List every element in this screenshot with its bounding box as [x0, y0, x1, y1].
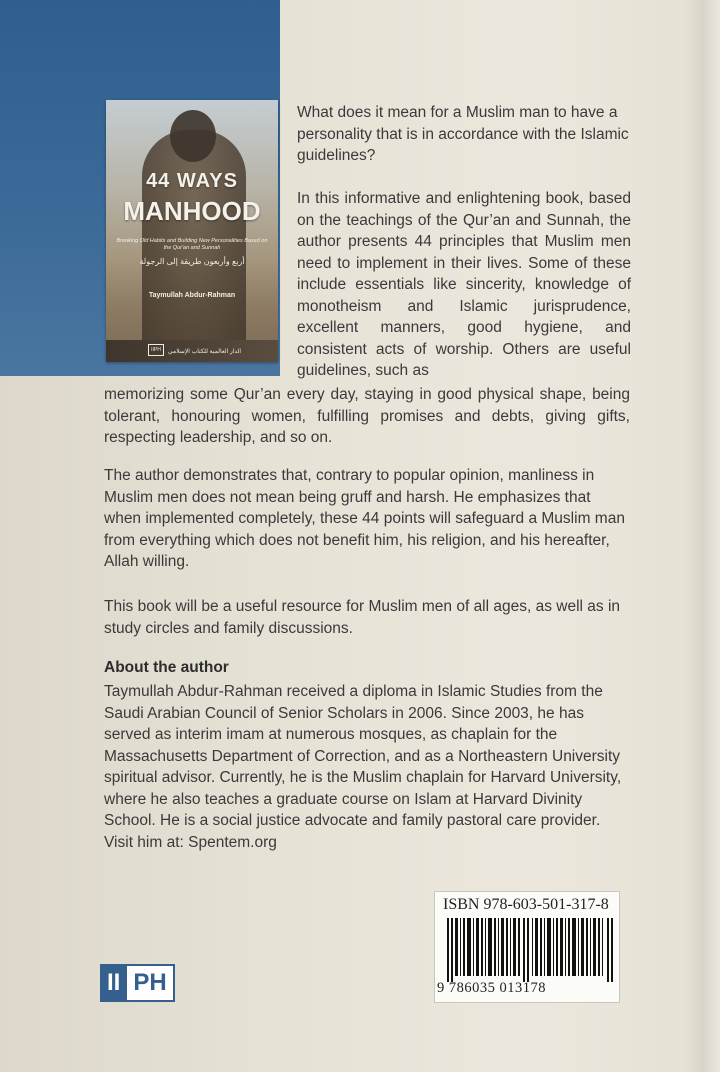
iiph-logo [100, 965, 175, 1001]
cover-title-line2: MANHOOD [123, 196, 261, 226]
cover-author: Taymullah Abdur-Rahman [148, 292, 236, 299]
front-cover-thumbnail [106, 100, 278, 362]
author-thesis-paragraph: The author demonstrates that, contrary to popular opinion, manliness in Muslim men does not mean being gruff and harsh. He emphasizes that when implemented completely, these 44 points will safeguard a Muslim man from everything which does not benefit him, his religion, and his hereafter, Allah willing. [104, 467, 625, 570]
about-author-heading: About the author [104, 659, 229, 676]
cover-figure-head [170, 110, 216, 162]
cover-footer-band [106, 340, 278, 362]
about-author-text: Taymullah Abdur-Rahman received a diploma in Islamic Studies from the Saudi Arabian Council of Senior Scholars in 2006. Since 2003, he has served as interim imam at numerous mosques, as chaplain for the Massachusetts Department of Correction, and as a Northeastern University spiritual advisor. Currently, he is the Muslim chaplain for Harvard University, where he also teaches a graduate course on Islam at Harvard Divinity School. He is a social justice advocate and family pastoral care provider. Visit him at: Spentem.org [104, 683, 622, 851]
barcode-icon [447, 918, 617, 982]
iiph-logo-part1: II [100, 964, 127, 1002]
iiph-logo-part2: PH [127, 964, 174, 1002]
description-paragraph: In this informative and enlightening book, based on the teachings of the Qur’an and Sunnah, the author presents 44 principles that Muslim men need to implement in their lives. Some of these include essentials like sincerity, knowledge of monotheism and Islamic jurisprudence, excellent manners, good hygiene, and consistent acts of worship. Others are useful guidelines, such as [297, 190, 631, 379]
cover-subtitle: Breaking Old Habits and Building New Personalities Based on the Qur'an and Sunnah [116, 238, 268, 251]
intro-question: What does it mean for a Muslim man to have a personality that is in accordance with the Islamic guidelines? [297, 104, 629, 164]
cover-arabic-title: أربع وأربعون طريقة إلى الرجولة [139, 257, 245, 266]
spine-edge-shading [686, 0, 720, 1072]
cover-title-line1: 44 WAYS [146, 170, 238, 192]
isbn-barcode-box [434, 891, 620, 1003]
cover-publisher-arabic: الدار العالمية للكتاب الإسلامي [168, 349, 242, 355]
isbn-label: ISBN 978-603-501-317-8 [443, 896, 609, 913]
description-paragraph-continued: memorizing some Qur’an every day, staying in good physical shape, being tolerant, honouring women, fulfilling promises and debts, giving gifts, respecting leadership, and so on. [104, 386, 630, 446]
audience-paragraph: This book will be a useful resource for Muslim men of all ages, as well as in study circles and family discussions. [104, 598, 621, 637]
publisher-logo-icon: IIPH [148, 344, 164, 356]
barcode-digits: 9 786035 013178 [437, 980, 546, 996]
